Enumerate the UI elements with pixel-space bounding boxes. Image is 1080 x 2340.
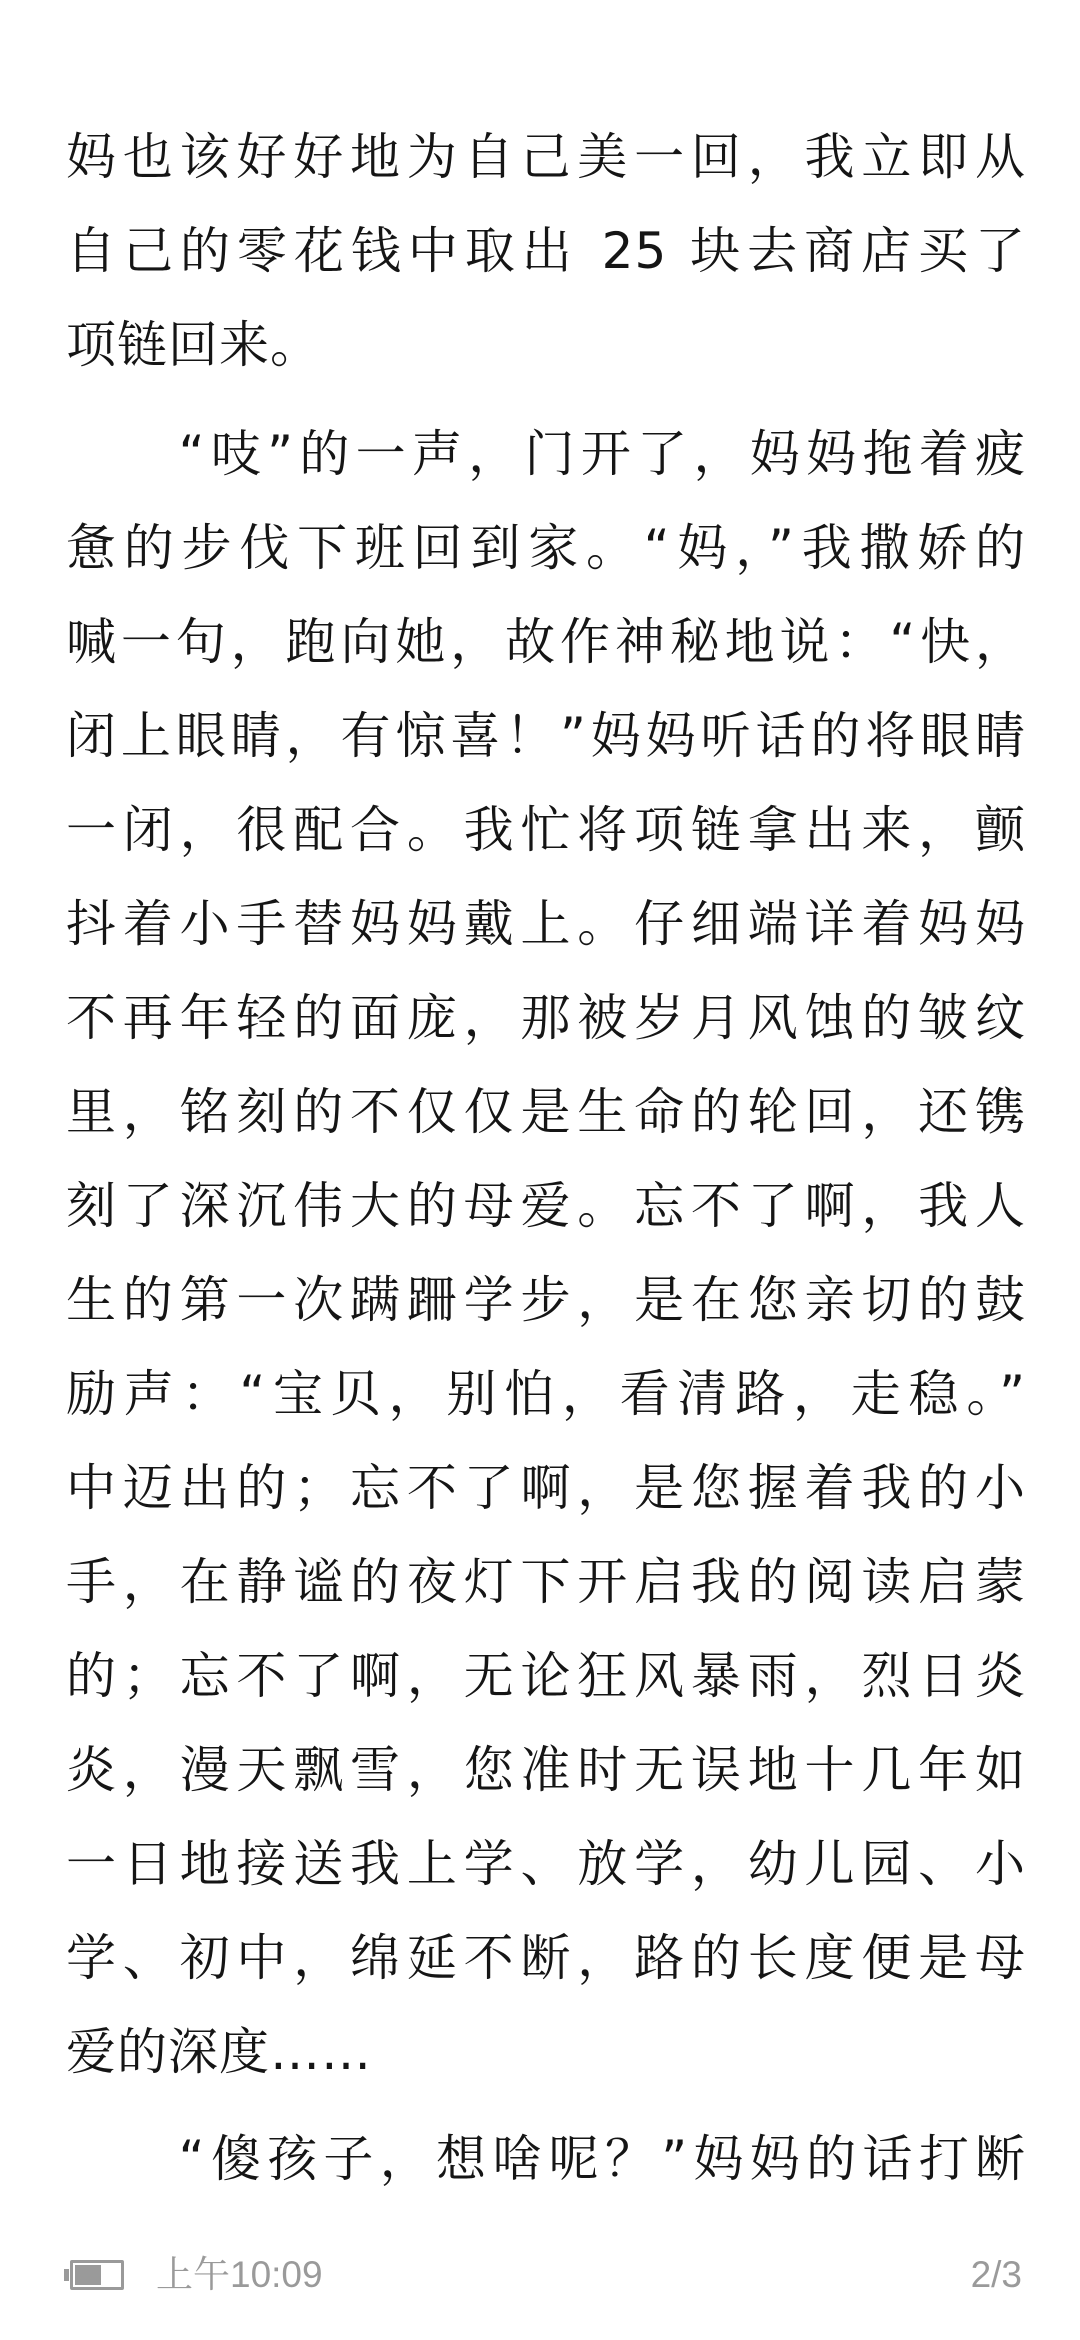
text-line: 手，在静谧的夜灯下开启我的阅读启蒙 (66, 1553, 1026, 1611)
paragraph-2 (66, 407, 1026, 2099)
battery-nub (64, 2269, 69, 2281)
clock-time: 上午10:09 (156, 2254, 323, 2295)
text-line: 的；忘不了啊，无论狂风暴雨，烈日炎 (66, 1647, 1026, 1705)
text-line: 抖着小手替妈妈戴上。仔细端详着妈妈 (66, 895, 1026, 953)
text-line: 自己的零花钱中取出 25 块去商店买了 (66, 222, 1026, 280)
text-line: 生的第一次蹒跚学步，是在您亲切的鼓 (66, 1271, 1026, 1329)
text-line: 惫的步伐下班回到家。“妈，”我撒娇的 (66, 519, 1026, 577)
text-line: 项链回来。 (66, 316, 321, 374)
page-indicator: 2/3 (970, 2254, 1022, 2295)
text-line: 闭上眼睛，有惊喜！”妈妈听话的将眼睛 (66, 707, 1026, 765)
text-line: 刻了深沉伟大的母爱。忘不了啊，我人 (66, 1177, 1026, 1235)
paragraph-1 (66, 110, 1026, 392)
battery-level (75, 2265, 101, 2285)
text-line: 喊一句，跑向她，故作神秘地说：“快， (66, 613, 1026, 671)
reader-status-bar (0, 2236, 1080, 2316)
text-line: 一日地接送我上学、放学，幼儿园、小 (66, 1835, 1026, 1893)
text-line: 学、初中，绵延不断，路的长度便是母 (66, 1929, 1026, 1987)
text-line: 励声：“宝贝，别怕，看清路，走稳。” (66, 1365, 1026, 1423)
text-line: 一闭，很配合。我忙将项链拿出来，颤 (66, 801, 1026, 859)
text-line: 里，铭刻的不仅仅是生命的轮回，还镌 (66, 1083, 1026, 1141)
battery-icon (64, 2260, 128, 2290)
battery-body (70, 2260, 124, 2290)
text-line: 炎，漫天飘雪，您准时无误地十几年如 (66, 1741, 1026, 1799)
text-line: 妈也该好好地为自己美一回，我立即从 (66, 128, 1026, 186)
text-line: 中迈出的；忘不了啊，是您握着我的小 (66, 1459, 1026, 1517)
text-line: “傻孩子，想啥呢？”妈妈的话打断 (66, 2130, 1026, 2188)
text-line: 不再年轻的面庞，那被岁月风蚀的皱纹 (66, 989, 1026, 1047)
text-line: “吱”的一声，门开了，妈妈拖着疲 (66, 425, 1026, 483)
text-line: 爱的深度…… (66, 2023, 372, 2081)
paragraph-3 (66, 2112, 1026, 2206)
